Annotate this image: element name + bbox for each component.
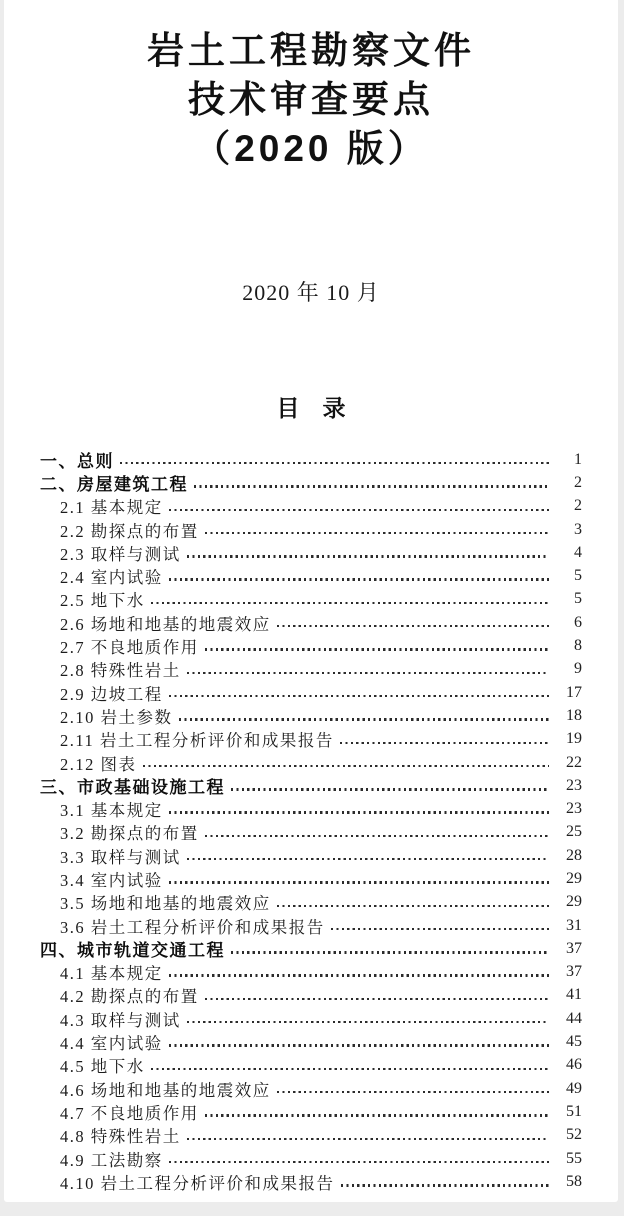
toc-page-number: 23 [566, 776, 582, 794]
toc-entry-label: 4.3 取样与测试 [60, 1010, 181, 1030]
toc-entry [40, 518, 582, 541]
toc-entry-label: 3.4 室内试验 [60, 871, 163, 890]
toc-page-number: 58 [566, 1172, 582, 1190]
toc-leader-dots [151, 602, 549, 604]
toc-leader-dots [341, 1184, 550, 1186]
toc-entry [40, 728, 582, 751]
toc-entry [40, 797, 582, 820]
toc-entry-label: 2.10 岩土参数 [60, 707, 173, 727]
toc-page-number: 3 [574, 520, 582, 538]
toc-entry-label: 2.5 地下水 [60, 591, 145, 611]
toc-entry [40, 1030, 582, 1053]
toc-page-number: 18 [566, 706, 582, 724]
toc-entry [40, 937, 582, 960]
toc-entry-label: 3.1 基本规定 [60, 801, 163, 821]
toc-entry [40, 1170, 582, 1193]
toc-leader-dots [277, 905, 549, 907]
toc-entry-label: 4.9 工法勘察 [60, 1150, 163, 1170]
document-title-line-2: 技术审查要点 [188, 79, 434, 120]
toc-entry-label: 3.6 岩土工程分析评价和成果报告 [60, 917, 325, 937]
toc-entry-label: 四、城市轨道交通工程 [40, 941, 225, 961]
toc-leader-dots [120, 462, 549, 464]
toc-page-number: 29 [566, 869, 582, 887]
toc-leader-dots [169, 1161, 549, 1163]
toc-entry-label: 3.2 勘探点的布置 [60, 824, 199, 844]
toc-entry [40, 1077, 582, 1100]
toc-page-number: 51 [566, 1102, 582, 1120]
toc-entry [40, 984, 582, 1007]
toc-leader-dots [169, 974, 549, 976]
toc-heading: 目 录 [276, 395, 346, 421]
toc-page-number: 17 [566, 683, 582, 701]
toc-page-number: 46 [566, 1056, 582, 1074]
toc-entry [40, 867, 582, 890]
toc-leader-dots [277, 625, 549, 627]
toc-page-number: 22 [566, 753, 582, 771]
toc-page-number: 41 [566, 986, 582, 1004]
toc-page-number: 55 [566, 1149, 582, 1167]
toc-leader-dots [169, 1044, 549, 1046]
toc-entry-label: 4.1 基本规定 [60, 964, 163, 984]
toc-entry-label: 一、总则 [40, 452, 114, 472]
toc-entry [40, 1007, 582, 1030]
toc-entry [40, 891, 582, 914]
document-title-line-3: （2020 版） [193, 128, 429, 169]
toc-entry [40, 448, 582, 471]
toc-page-number: 2 [574, 473, 582, 491]
toc-entry [40, 1054, 582, 1077]
toc-entry-label: 二、房屋建筑工程 [40, 475, 188, 495]
toc-entry-label: 3.5 场地和地基的地震效应 [60, 894, 271, 914]
toc-leader-dots [187, 858, 549, 860]
toc-leader-dots [169, 881, 549, 883]
toc-entry-label: 2.8 特殊性岩土 [60, 661, 181, 681]
toc-entry [40, 611, 582, 634]
toc-entry-label: 4.6 场地和地基的地震效应 [60, 1080, 271, 1100]
toc-entry-label: 2.2 勘探点的布置 [60, 521, 199, 541]
toc-page-number: 28 [566, 846, 582, 864]
toc-entry-label: 4.8 特殊性岩土 [60, 1127, 181, 1147]
toc-leader-dots [169, 695, 549, 697]
toc-page-number: 5 [574, 567, 582, 585]
toc-list [40, 448, 582, 1194]
toc-entry-label: 2.11 岩土工程分析评价和成果报告 [60, 731, 334, 751]
toc-entry-label: 三、市政基础设施工程 [40, 778, 225, 798]
toc-leader-dots [205, 998, 549, 1000]
toc-leader-dots [205, 835, 549, 837]
toc-entry-label: 4.5 地下水 [60, 1057, 145, 1077]
toc-page-number: 6 [574, 613, 582, 631]
toc-leader-dots [187, 1021, 549, 1023]
toc-page-number: 5 [574, 590, 582, 608]
document-title-line-1: 岩土工程勘察文件 [147, 30, 475, 71]
toc-page-number: 49 [566, 1079, 582, 1097]
toc-leader-dots [169, 811, 549, 813]
toc-entry-label: 4.2 勘探点的布置 [60, 987, 199, 1007]
toc-entry-label: 4.10 岩土工程分析评价和成果报告 [60, 1173, 335, 1193]
toc-leader-dots [194, 485, 549, 487]
toc-leader-dots [231, 951, 549, 953]
toc-page-number: 9 [574, 660, 582, 678]
toc-page-number: 19 [566, 730, 582, 748]
toc-entry [40, 844, 582, 867]
toc-entry [40, 564, 582, 587]
toc-page-number: 31 [566, 916, 582, 934]
toc-entry [40, 961, 582, 984]
toc-entry [40, 681, 582, 704]
toc-entry-label: 4.7 不良地质作用 [60, 1103, 199, 1123]
toc-entry-label: 2.6 场地和地基的地震效应 [60, 614, 271, 634]
toc-page-number: 25 [566, 823, 582, 841]
toc-entry-label: 2.9 边坡工程 [60, 684, 163, 704]
toc-entry [40, 658, 582, 681]
toc-page-number: 37 [566, 939, 582, 957]
toc-leader-dots [277, 1091, 549, 1093]
toc-entry [40, 1147, 582, 1170]
toc-entry [40, 774, 582, 797]
toc-page-number: 8 [574, 637, 582, 655]
toc-page-number: 4 [574, 543, 582, 561]
toc-leader-dots [169, 509, 549, 511]
toc-entry [40, 471, 582, 494]
toc-entry-label: 2.3 取样与测试 [60, 544, 181, 564]
toc-entry-label: 2.4 室内试验 [60, 568, 163, 588]
toc-leader-dots [331, 928, 549, 930]
toc-entry [40, 914, 582, 937]
toc-entry [40, 704, 582, 727]
toc-entry [40, 588, 582, 611]
toc-leader-dots [143, 765, 550, 767]
toc-page-number: 29 [566, 893, 582, 911]
document-title [4, 26, 618, 173]
toc-entry-label: 2.1 基本规定 [60, 498, 163, 518]
toc-page-number: 52 [566, 1126, 582, 1144]
toc-entry [40, 821, 582, 844]
toc-entry [40, 1124, 582, 1147]
toc-leader-dots [205, 532, 549, 534]
toc-page-number: 44 [566, 1009, 582, 1027]
toc-page-number: 2 [574, 497, 582, 515]
toc-entry-label: 3.3 取样与测试 [60, 847, 181, 867]
toc-page-number: 23 [566, 800, 582, 818]
toc-entry [40, 1100, 582, 1123]
toc-leader-dots [340, 742, 549, 744]
toc-leader-dots [205, 648, 549, 650]
toc-entry [40, 495, 582, 518]
toc-leader-dots [205, 1114, 549, 1116]
toc-leader-dots [179, 718, 550, 720]
toc-entry [40, 751, 582, 774]
toc-leader-dots [231, 788, 549, 790]
document-page [4, 0, 618, 1202]
document-date: 2020 年 10 月 [242, 280, 380, 305]
toc-leader-dots [187, 1138, 549, 1140]
toc-leader-dots [187, 672, 549, 674]
toc-entry [40, 541, 582, 564]
toc-entry [40, 634, 582, 657]
toc-entry-label: 2.7 不良地质作用 [60, 638, 199, 658]
toc-page-number: 45 [566, 1033, 582, 1051]
toc-leader-dots [169, 578, 549, 580]
toc-page-number: 1 [574, 450, 582, 468]
toc-entry-label: 2.12 图表 [60, 754, 137, 774]
toc-page-number: 37 [566, 963, 582, 981]
toc-entry-label: 4.4 室内试验 [60, 1034, 163, 1054]
toc-leader-dots [187, 555, 549, 557]
toc-leader-dots [151, 1068, 549, 1070]
